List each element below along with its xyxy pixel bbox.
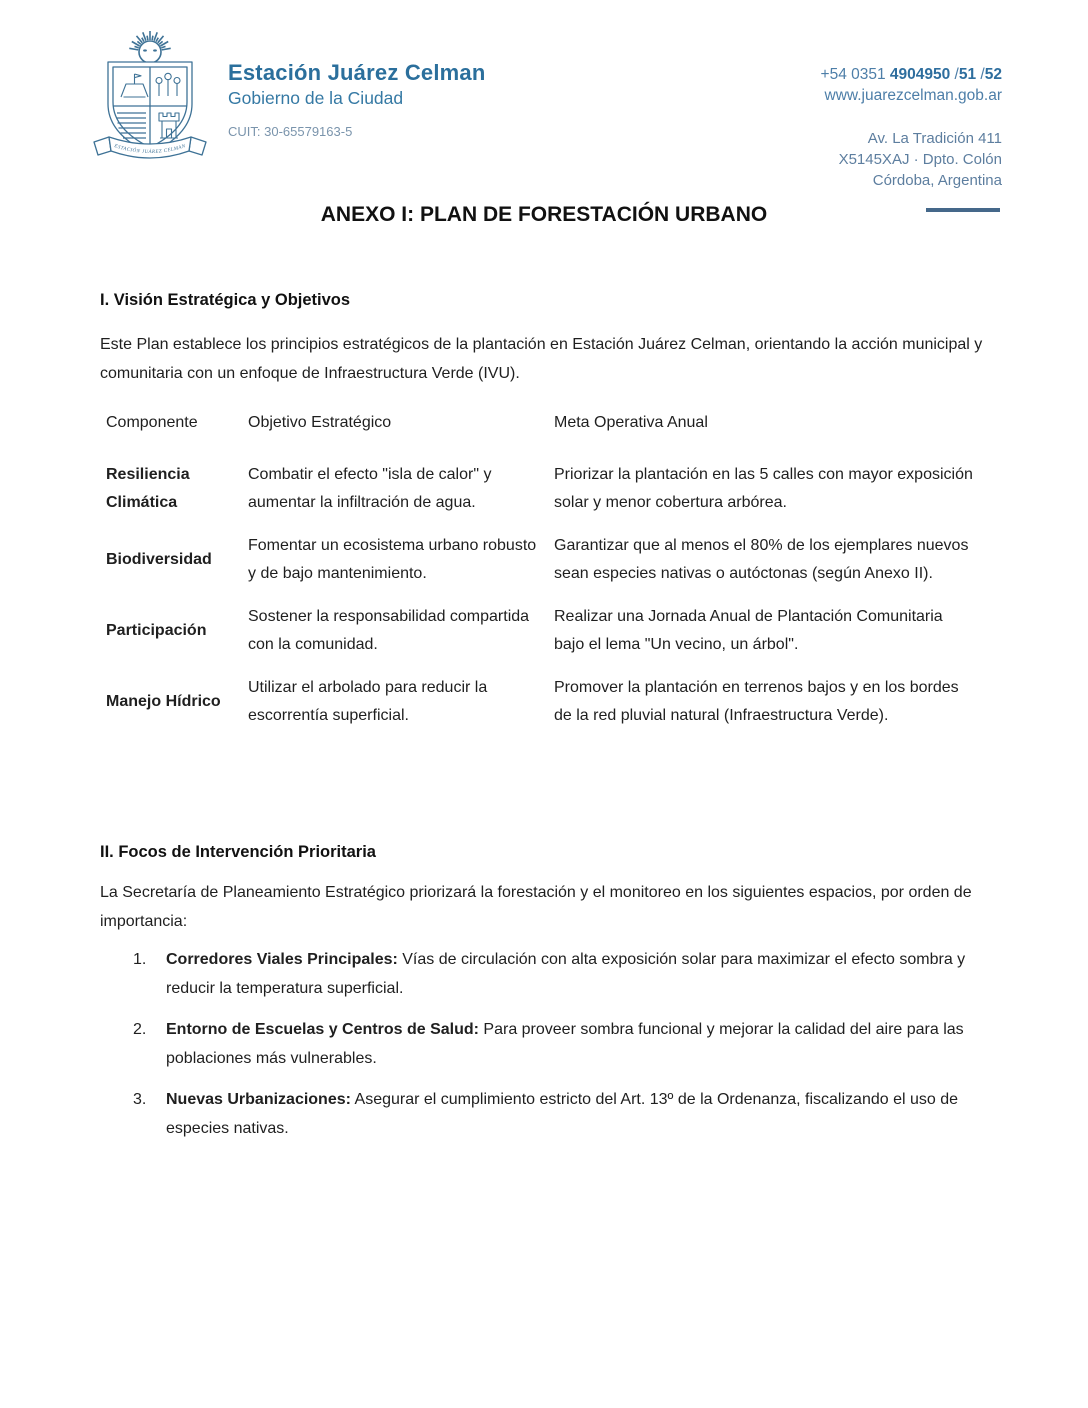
list-item-label: Nuevas Urbanizaciones:: [166, 1091, 351, 1108]
address: [821, 128, 1002, 191]
list-item: [100, 1086, 1000, 1143]
cell-objetivo: Sostener la responsabilidad compartida con la comunidad.: [248, 607, 530, 653]
column-header-meta: Meta Operativa Anual: [554, 414, 708, 431]
column-header-objetivo: Objetivo Estratégico: [248, 414, 392, 431]
cell-meta: Promover la plantación en terrenos bajos y en los bordes de la red pluvial natural (Infraestructura Verde).: [554, 678, 959, 724]
table-header-row: [106, 402, 988, 454]
list-item-number: 1.: [133, 951, 147, 968]
ribbon-text: ESTACIÓN JUÁREZ CELMAN: [113, 144, 187, 156]
section2-heading: II. Focos de Intervención Prioritaria: [100, 843, 376, 861]
list-item: [100, 1016, 1000, 1073]
org-cuit: CUIT: 30-65579163-5: [228, 124, 353, 139]
cell-componente: Resiliencia Climática: [106, 465, 190, 511]
column-header-componente: Componente: [106, 414, 198, 431]
address-line: X5145XAJ · Dpto. Colón: [838, 151, 1002, 168]
cell-meta: Garantizar que al menos el 80% de los ejemplares nuevos sean especies nativas o autóctonas (según Anexo II).: [554, 536, 969, 582]
org-name: Estación Juárez Celman: [228, 60, 486, 85]
cell-objetivo: Fomentar un ecosistema urbano robusto y de bajo mantenimiento.: [248, 536, 537, 582]
list-item-label: Entorno de Escuelas y Centros de Salud:: [166, 1021, 479, 1038]
table-row: [106, 525, 988, 596]
org-identity: [228, 60, 486, 139]
strategic-plan-table: [106, 402, 988, 738]
section2-intro: La Secretaría de Planeamiento Estratégico priorizará la forestación y el monitoreo en los siguientes espacios, por orden de importancia:: [100, 884, 972, 930]
city-crest-logo: [86, 28, 214, 168]
cell-componente: Participación: [106, 621, 207, 639]
priority-list: [100, 946, 1000, 1156]
document-title: ANEXO I: PLAN DE FORESTACIÓN URBANO: [320, 203, 768, 226]
list-item-text: Para proveer sombra funcional y mejorar la calidad del aire para las poblaciones más vulnerables.: [166, 1021, 964, 1067]
table-row: [106, 667, 988, 738]
phone-number: +54 0351 4904950 /51 /52: [820, 66, 1002, 83]
cell-componente: Manejo Hídrico: [106, 692, 221, 710]
address-line: Córdoba, Argentina: [872, 172, 1002, 189]
sun-icon: [129, 31, 170, 63]
cell-meta: Realizar una Jornada Anual de Plantación Comunitaria bajo el lema "Un vecino, un árbol".: [554, 607, 943, 653]
list-item-label: Corredores Viales Principales:: [166, 951, 398, 968]
section1-heading: I. Visión Estratégica y Objetivos: [100, 291, 351, 309]
address-line: Av. La Tradición 411: [867, 130, 1002, 147]
list-item-number: 3.: [133, 1091, 147, 1108]
section1-intro: Este Plan establece los principios estratégicos de la plantación en Estación Juárez Celman, orientando la acción municipal y comunitaria con un enfoque de Infraestructura Verde (IVU).: [100, 336, 983, 382]
cell-componente: Biodiversidad: [106, 550, 212, 568]
table-row: [106, 454, 988, 525]
contact-block: [821, 64, 1002, 212]
list-item-text: Vías de circulación con alta exposición solar para maximizar el efecto sombra y reducir la temperatura superficial.: [166, 951, 966, 997]
cell-meta: Priorizar la plantación en las 5 calles con mayor exposición solar y menor cobertura arbórea.: [554, 465, 973, 511]
table-row: [106, 596, 988, 667]
list-item: [100, 946, 1000, 1003]
website-url: www.juarezcelman.gob.ar: [824, 87, 1002, 104]
cell-objetivo: Utilizar el arbolado para reducir la escorrentía superficial.: [248, 678, 488, 724]
list-item-text: Asegurar el cumplimiento estricto del Art. 13º de la Ordenanza, fiscalizando el uso de especies nativas.: [166, 1091, 959, 1137]
cell-objetivo: Combatir el efecto "isla de calor" y aumentar la infiltración de agua.: [248, 465, 492, 511]
org-subtitle: Gobierno de la Ciudad: [228, 88, 404, 108]
list-item-number: 2.: [133, 1021, 147, 1038]
